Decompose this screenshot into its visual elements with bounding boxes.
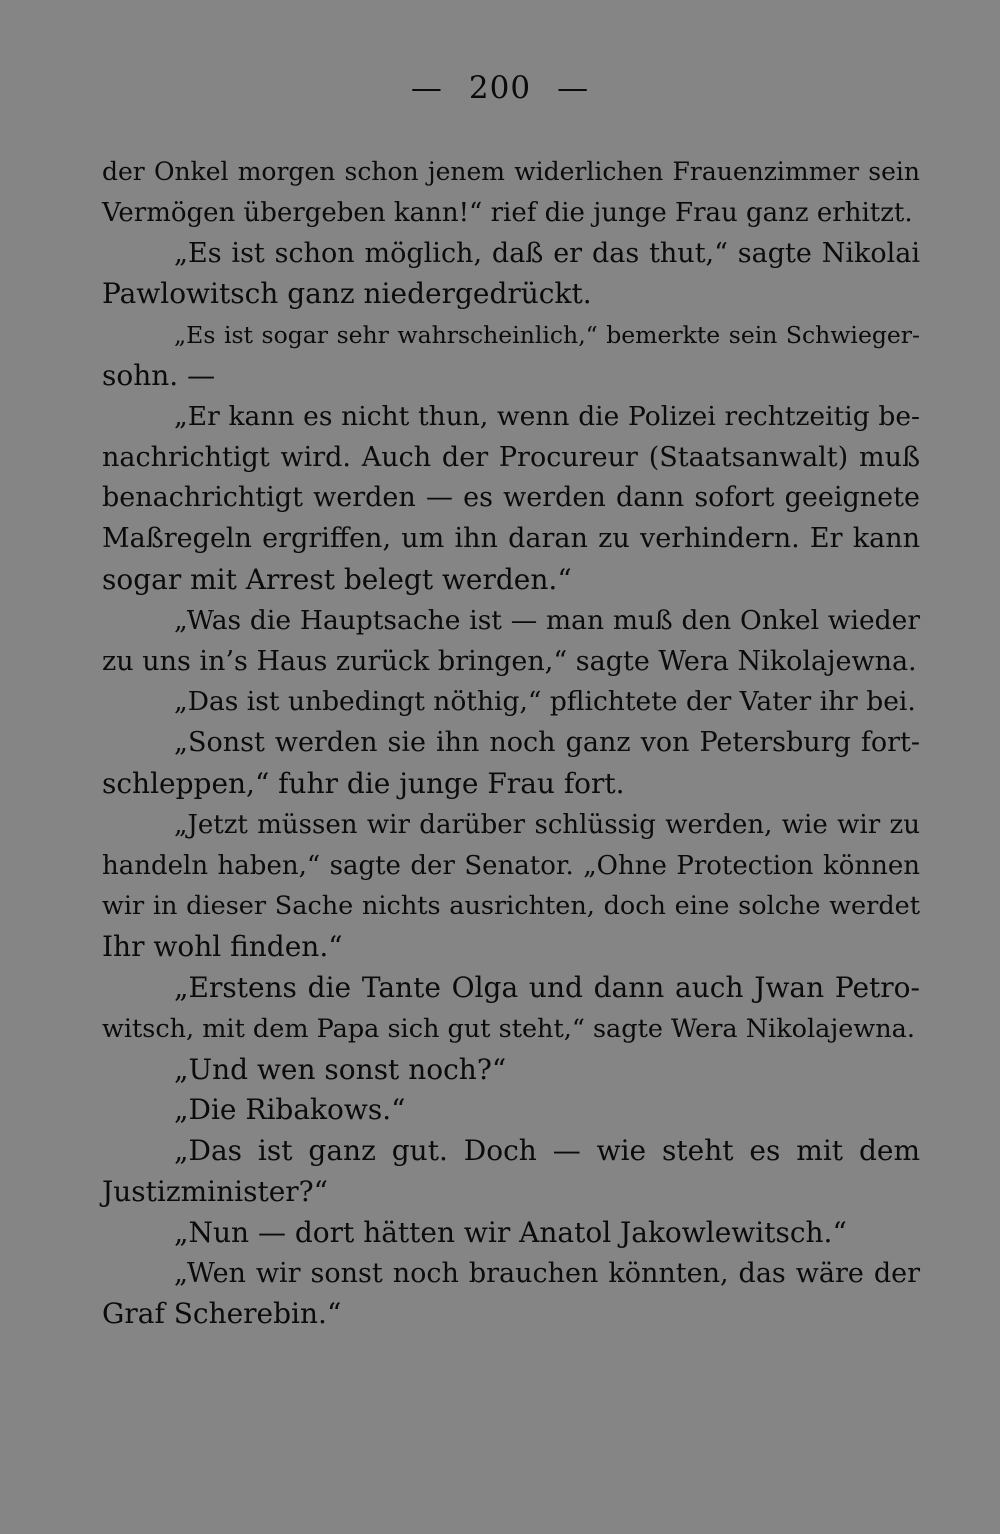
text-line: Vermögen übergeben kann!“ rief die junge Frau ganz erhitzt.: [102, 197, 913, 228]
text-line: „Es ist sogar sehr wahrscheinlich,“ bemerkte sein Schwieger-: [174, 321, 920, 350]
text-line: wir in dieser Sache nichts ausrichten, doch eine solche werdet: [102, 891, 920, 922]
text-line: Justizminister?“: [102, 1174, 328, 1208]
text-line: witsch, mit dem Papa sich gut steht,“ sagte Wera Nikolajewna.: [102, 1013, 915, 1044]
text-line: handeln haben,“ sagte der Senator. „Ohne Protection können: [102, 850, 920, 881]
text-line: sogar mit Arrest belegt werden.“: [102, 562, 572, 596]
text-line: „Das ist unbedingt nöthig,“ pflichtete der Vater ihr bei.: [174, 686, 916, 718]
text-line: „Was die Hauptsache ist — man muß den Onkel wieder: [174, 604, 920, 636]
text-line: „Jetzt müssen wir darüber schlüssig werden, wie wir zu: [174, 809, 920, 840]
text-line: „Erstens die Tante Olga und dann auch Jwan Petro-: [174, 970, 920, 1004]
text-line: „Es ist schon möglich, daß er das thut,“ sagte Nikolai: [174, 237, 920, 269]
text-line: „Nun — dort hätten wir Anatol Jakowlewitsch.“: [174, 1215, 847, 1249]
text-line: benachrichtigt werden — es werden dann sofort geeignete: [102, 482, 920, 514]
page-number: 200: [468, 70, 532, 106]
body-text: [102, 152, 920, 1335]
text-line: Ihr wohl finden.“: [102, 930, 343, 964]
text-line: „Und wen sonst noch?“: [174, 1052, 507, 1086]
header-dash-left: —: [410, 70, 443, 106]
page-number-header: [0, 70, 1000, 106]
text-line: „Wen wir sonst noch brauchen könnten, das wäre der: [174, 1257, 920, 1289]
text-line: Maßregeln ergriffen, um ihn daran zu verhindern. Er kann: [102, 523, 920, 555]
text-line: Pawlowitsch ganz niedergedrückt.: [102, 277, 592, 311]
text-line: „Die Ribakows.“: [174, 1093, 406, 1127]
text-line: „Sonst werden sie ihn noch ganz von Petersburg fort-: [174, 727, 920, 759]
text-line: „Das ist ganz gut. Doch — wie steht es mit dem: [174, 1134, 920, 1168]
header-dash-right: —: [557, 70, 590, 106]
text-line: der Onkel morgen schon jenem widerlichen Frauenzimmer sein: [102, 157, 920, 186]
text-line: nachrichtigt wird. Auch der Procureur (Staatsanwalt) muß: [102, 441, 920, 473]
text-line: zu uns in’s Haus zurück bringen,“ sagte Wera Nikolajewna.: [102, 645, 917, 677]
text-line: sohn. —: [102, 358, 216, 392]
text-line: „Er kann es nicht thun, wenn die Polizei rechtzeitig be-: [174, 400, 920, 432]
text-line: Graf Scherebin.“: [102, 1297, 342, 1331]
text-line: schleppen,“ fuhr die junge Frau fort.: [102, 766, 625, 800]
